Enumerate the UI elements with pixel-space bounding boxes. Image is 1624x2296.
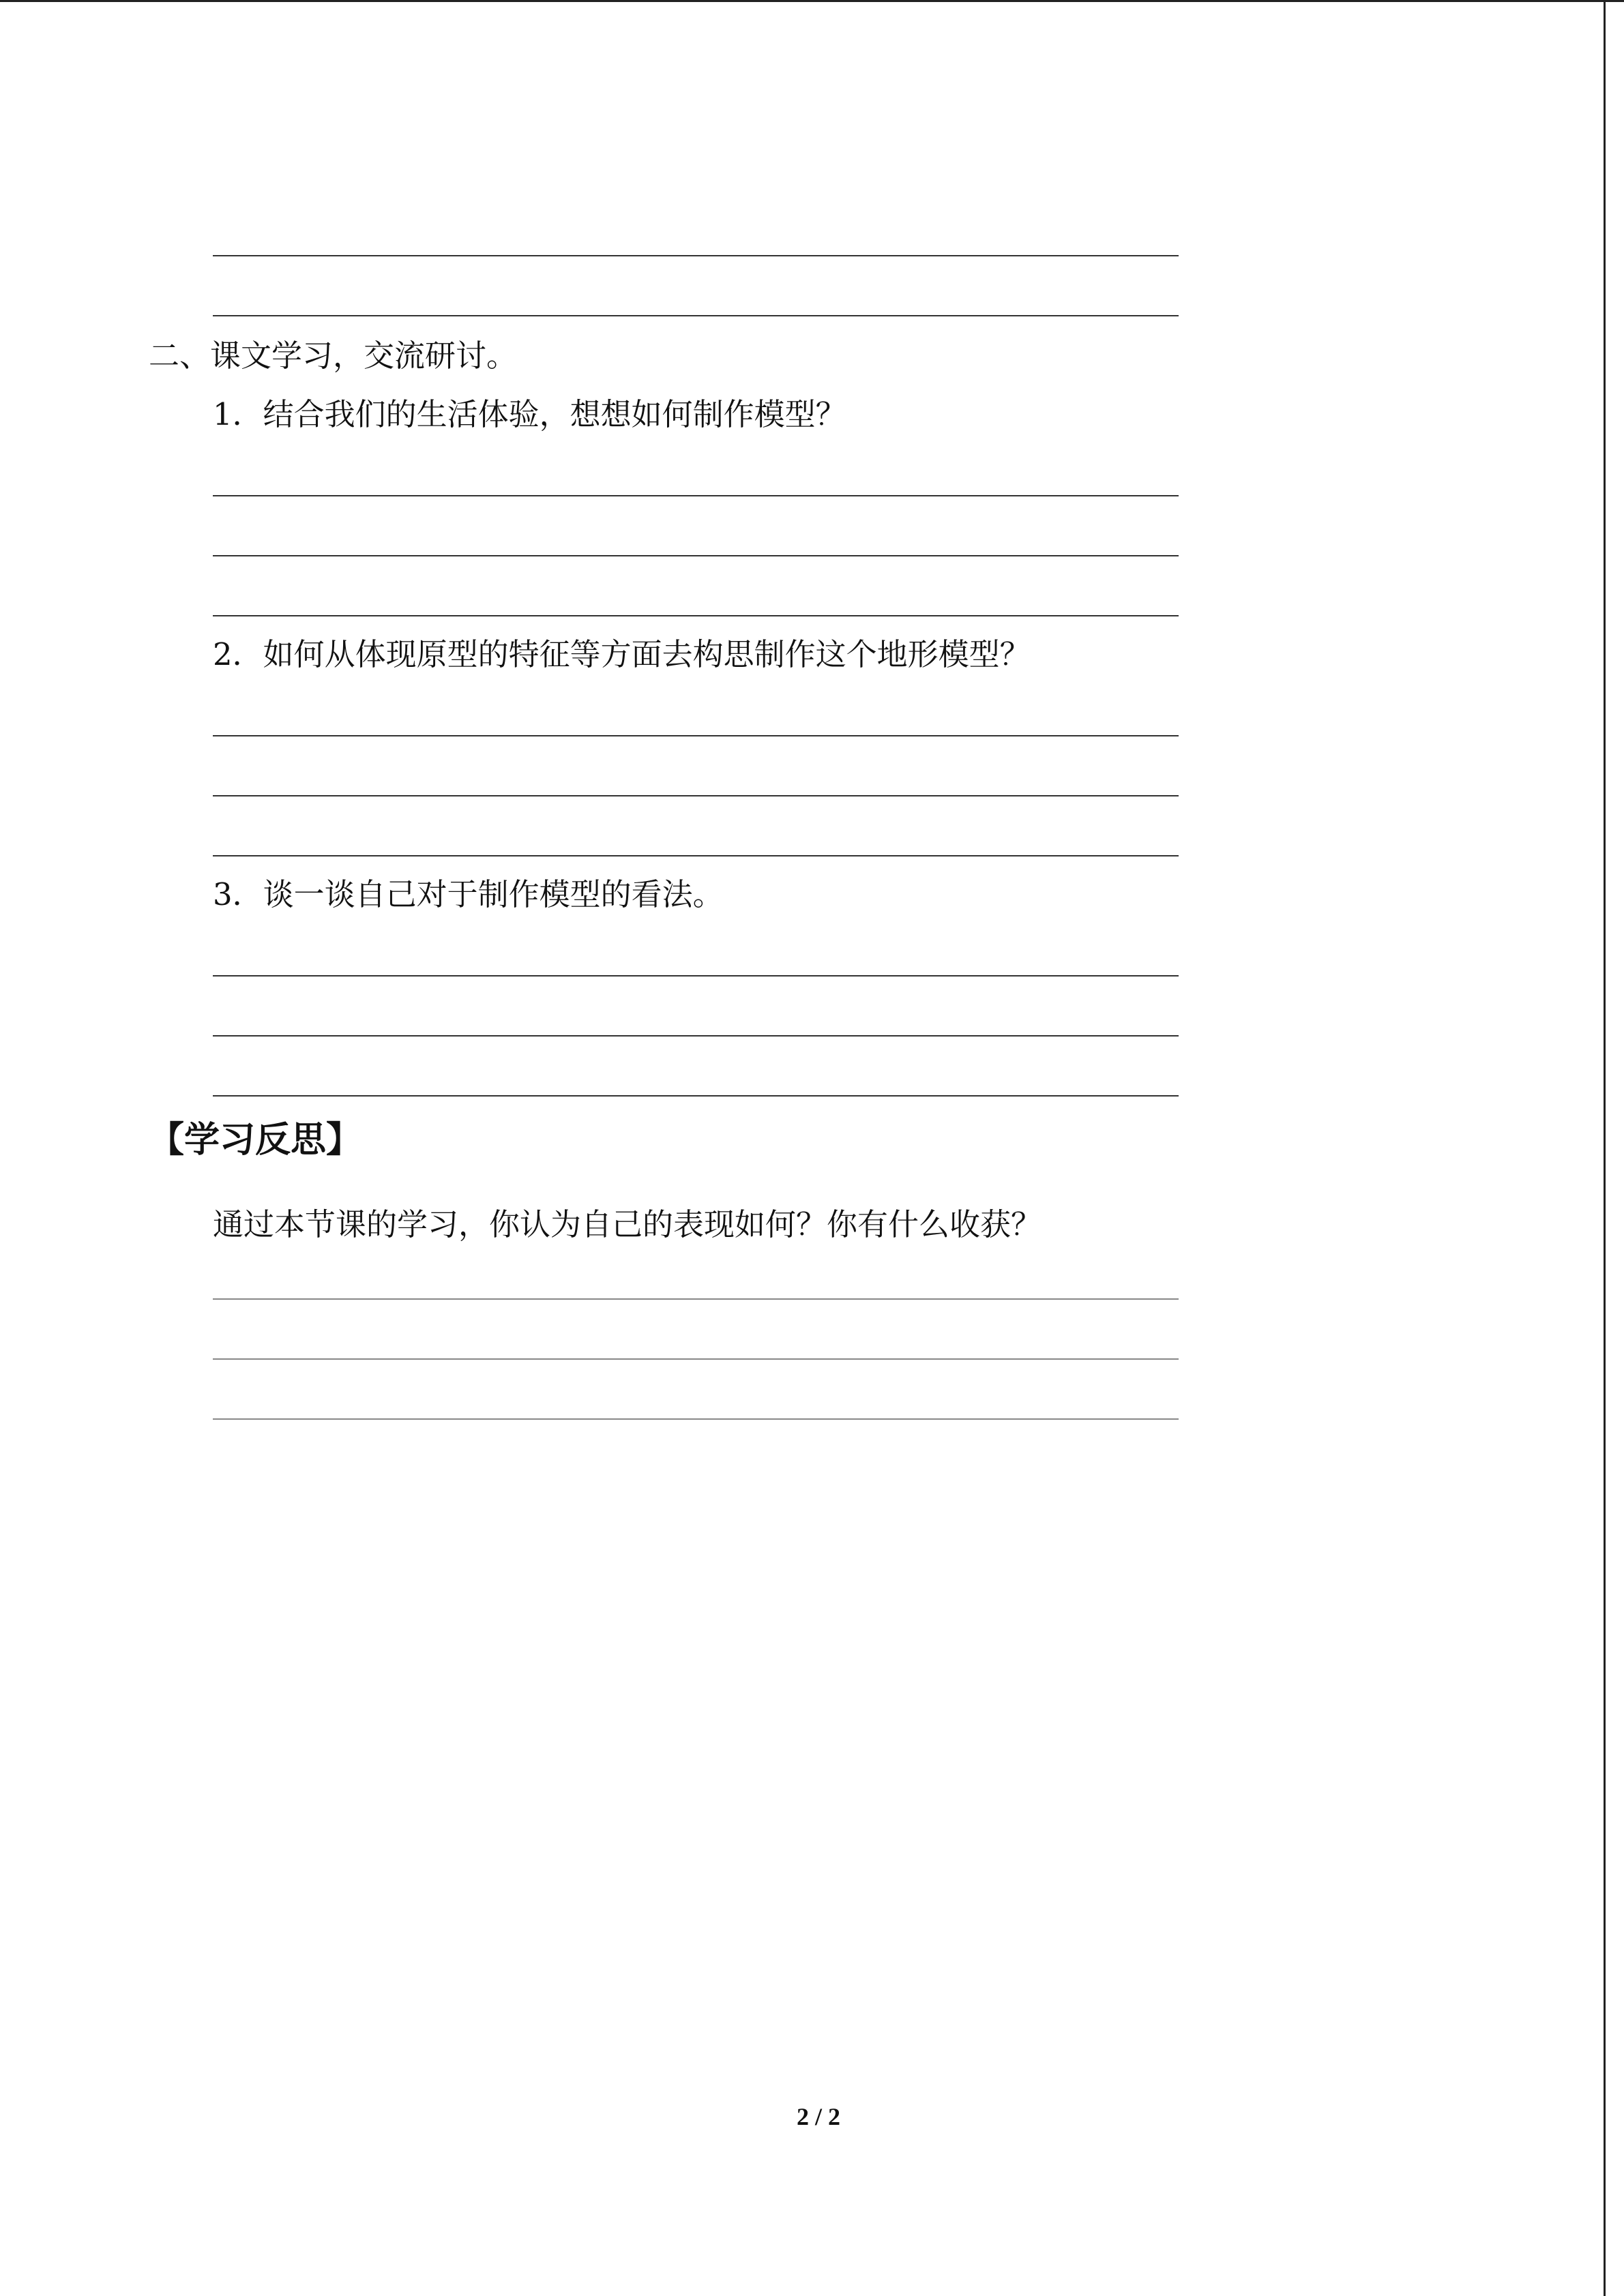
answer-line[interactable] — [213, 1358, 1179, 1360]
answer-line[interactable] — [213, 255, 1179, 256]
reflection-heading: 【学习反思】 — [149, 1120, 362, 1161]
question-2: 2．如何从体现原型的特征等方面去构思制作这个地形模型？ — [213, 636, 1031, 672]
answer-line[interactable] — [213, 855, 1179, 856]
answer-line[interactable] — [213, 1418, 1179, 1420]
answer-line[interactable] — [213, 1298, 1179, 1300]
question-3: 3．谈一谈自己对于制作模型的看法。 — [213, 876, 724, 912]
answer-line[interactable] — [213, 615, 1179, 616]
answer-line[interactable] — [213, 1095, 1179, 1097]
reflection-prompt: 通过本节课的学习，你认为自己的表现如何？你有什么收获？ — [213, 1206, 1042, 1242]
answer-line[interactable] — [213, 795, 1179, 796]
answer-line[interactable] — [213, 1035, 1179, 1037]
page-number: 2 / 2 — [796, 2103, 840, 2130]
section-title: 二、课文学习，交流研讨。 — [149, 338, 518, 374]
page-border-top — [0, 0, 1624, 2]
page-border-right — [1604, 0, 1606, 2296]
answer-line[interactable] — [213, 975, 1179, 976]
answer-line[interactable] — [213, 555, 1179, 556]
answer-line[interactable] — [213, 315, 1179, 316]
question-1: 1．结合我们的生活体验，想想如何制作模型？ — [213, 396, 846, 432]
answer-line[interactable] — [213, 735, 1179, 736]
answer-line[interactable] — [213, 495, 1179, 496]
